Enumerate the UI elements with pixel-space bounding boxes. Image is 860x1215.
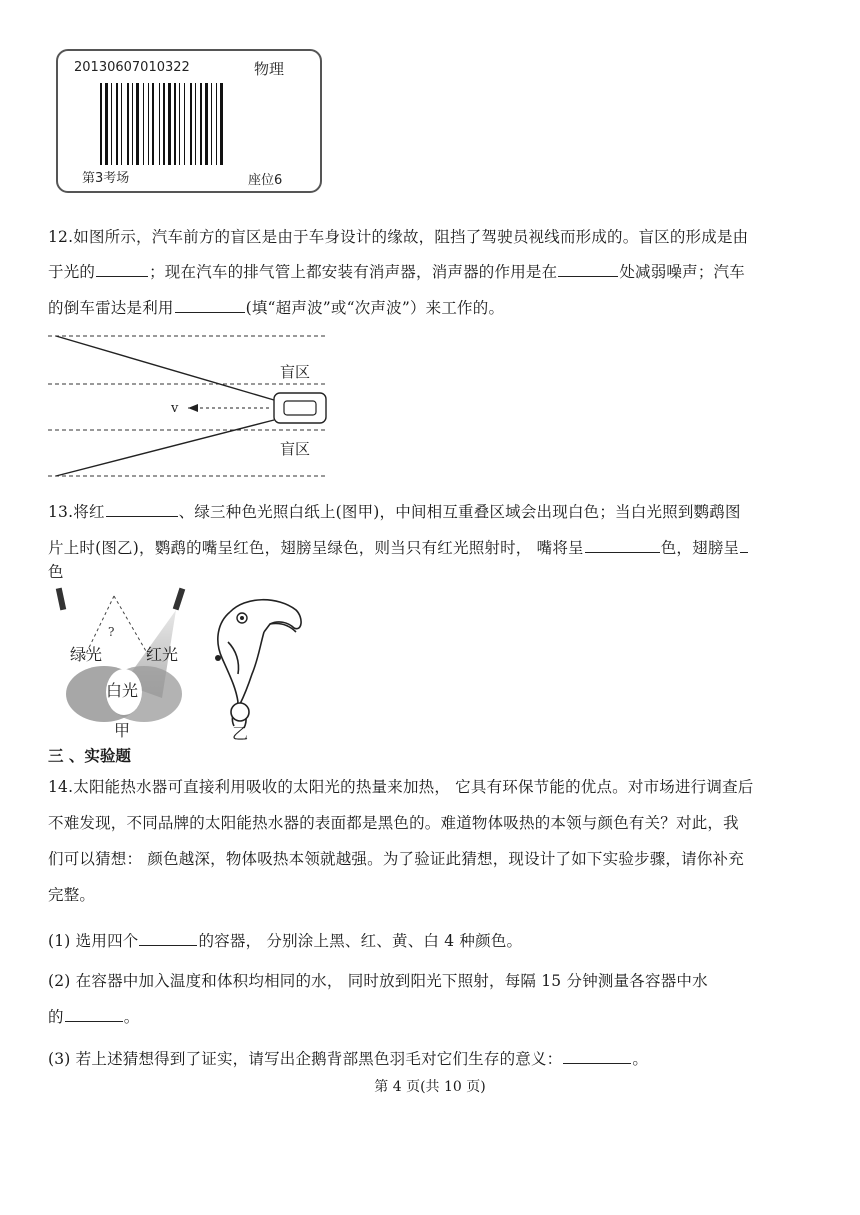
q14-step-2-line-1: (2) 在容器中加入温度和体积均相同的水， 同时放到阳光下照射，每隔 15 分钟测量各容器中水 [48, 972, 708, 990]
q13-line-1: 13.将红 、绿三种色光照白纸上(图甲)，中间相互重叠区域会出现白色；当白光照到鹦鹉图 [48, 503, 741, 521]
arrow-left-icon [188, 404, 198, 412]
q14-blank-3[interactable] [563, 1049, 631, 1064]
barcode-number: 20130607010322 [74, 60, 190, 75]
q13-blank-2[interactable] [585, 538, 660, 553]
flashlight-left-icon [56, 588, 66, 611]
blind-spot-label-bottom: 盲区 [280, 440, 311, 458]
section-title: 三 、实验题 [48, 747, 131, 765]
q14-blank-1[interactable] [139, 931, 197, 946]
q14-line-2: 不难发现，不同品牌的太阳能热水器的表面都是黑色的。难道物体吸热的本领与颜色有关？对此，我 [48, 814, 739, 832]
q13-blank-1[interactable] [106, 502, 178, 517]
car-icon [274, 393, 326, 423]
flashlight-right-icon [173, 588, 186, 611]
figure-b-label: 乙 [232, 724, 249, 742]
blind-spot-figure [48, 332, 328, 480]
q14-step-3: (3) 若上述猜想得到了证实，请写出企鹅背部黑色羽毛对它们生存的意义： 。 [48, 1050, 649, 1068]
q13-line-2: 片上时(图乙)，鹦鹉的嘴呈红色，翅膀呈绿色，则当只有红光照射时， 嘴将呈 色，翅膀呈 [48, 538, 818, 558]
q12-line-3: 的倒车雷达是利用 (填“超声波”或“次声波”）来工作的。 [48, 299, 505, 317]
q14-line-4: 完整。 [48, 886, 96, 904]
green-light-label: 绿光 [70, 645, 103, 664]
white-light-label: 白光 [106, 681, 139, 700]
exam-barcode-label [56, 49, 322, 193]
velocity-label: v [171, 401, 179, 416]
q12-blank-2[interactable] [558, 262, 618, 277]
exam-room: 第3考场 [82, 171, 130, 186]
page-number: 第 4 页(共 10 页) [374, 1079, 486, 1095]
q12-line-2: 于光的 ；现在汽车的排气管上都安装有消声器，消声器的作用是在 处减弱噪声；汽车 [48, 263, 745, 281]
q13-blank-3[interactable] [740, 538, 748, 553]
q14-line-1: 14.太阳能热水器可直接利用吸收的太阳光的热量来加热， 它具有环保节能的优点。对市场进行调查后 [48, 778, 754, 796]
parrot-figure [200, 592, 310, 742]
seat-number: 座位6 [248, 173, 283, 188]
color-light-figure [48, 586, 198, 742]
q14-step-2-line-2: 的 。 [48, 1008, 140, 1026]
q14-line-3: 们可以猜想： 颜色越深，物体吸热本领就越强。为了验证此猜想，现设计了如下实验步骤，请你补充 [48, 850, 744, 868]
barcode-icon [100, 83, 270, 167]
q14-blank-2[interactable] [65, 1007, 123, 1022]
parrot-icon [218, 600, 301, 728]
q13-line-3: 色 [48, 563, 64, 581]
figure-a-label: 甲 [114, 721, 131, 740]
question-mark-label: ? [108, 625, 115, 639]
q12-line-1: 12.如图所示，汽车前方的盲区是由于车身设计的缘故，阻挡了驾驶员视线而形成的。盲区的形成是由 [48, 228, 749, 246]
q14-step-1: (1) 选用四个 的容器， 分别涂上黑、红、黄、白 4 种颜色。 [48, 932, 523, 950]
q12-blank-1[interactable] [96, 262, 148, 277]
q12-blank-3[interactable] [175, 298, 245, 313]
barcode-subject: 物理 [254, 60, 285, 78]
red-light-label: 红光 [146, 645, 179, 664]
blind-spot-label-top: 盲区 [280, 363, 311, 381]
